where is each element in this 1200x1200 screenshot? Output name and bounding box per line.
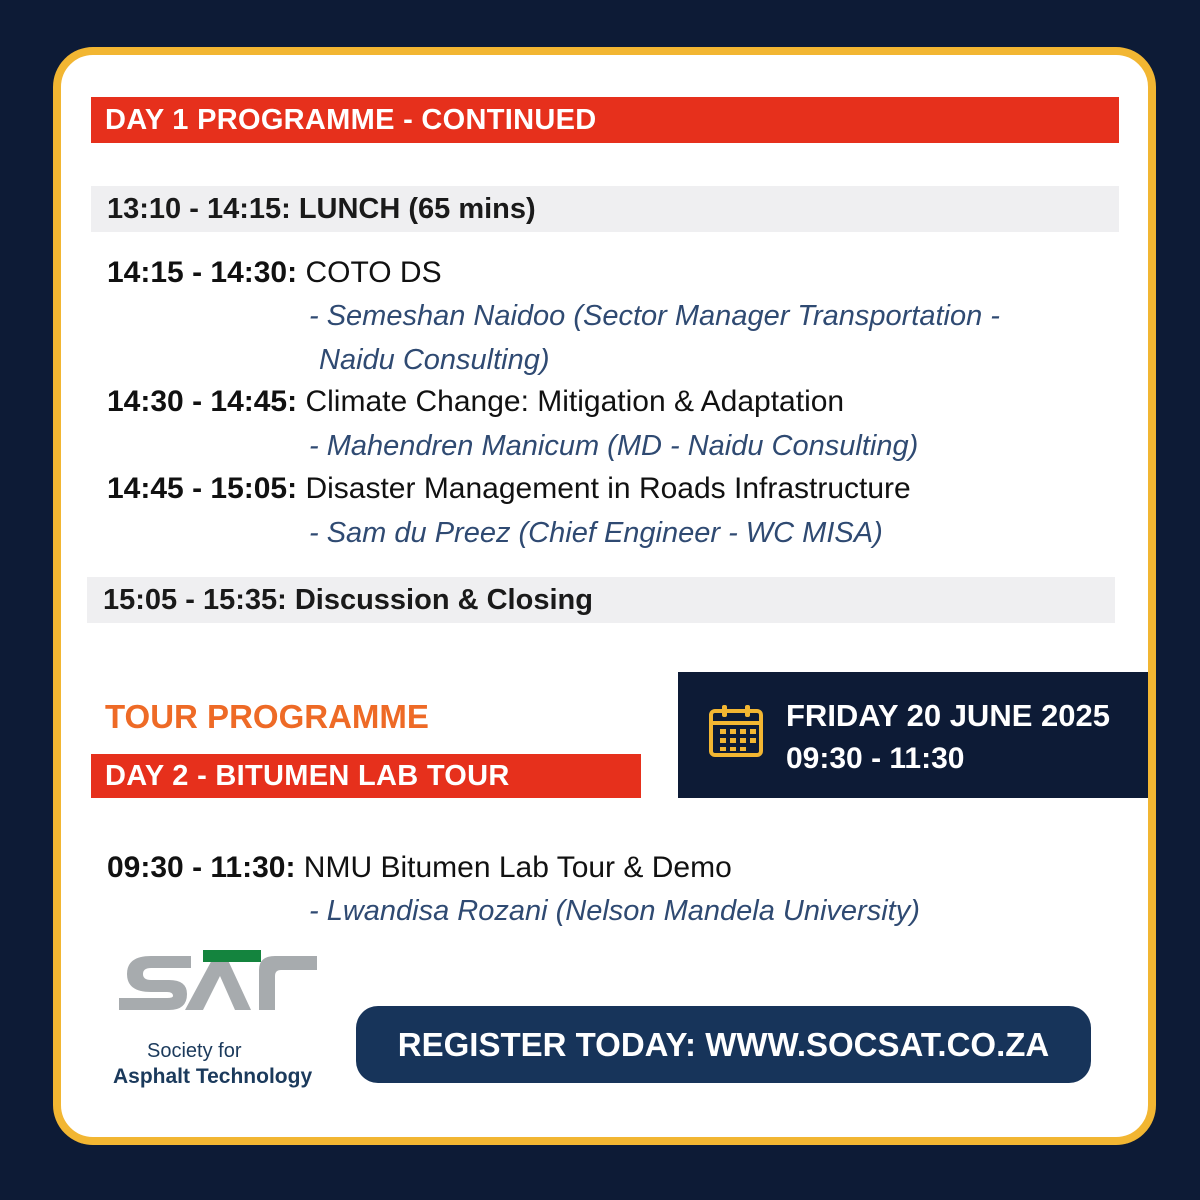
session-title: Climate Change: Mitigation & Adaptation bbox=[305, 385, 845, 418]
session-time: 14:45 - 15:05: bbox=[107, 472, 298, 505]
tour-heading: TOUR PROGRAMME bbox=[105, 698, 429, 735]
session-title: COTO DS bbox=[305, 256, 442, 289]
session-speaker: - Sam du Preez (Chief Engineer - WC MISA) bbox=[309, 517, 883, 549]
closing-row bbox=[87, 577, 1115, 623]
session-row bbox=[107, 380, 844, 424]
day1-heading bbox=[91, 97, 1119, 143]
tour-date: FRIDAY 20 JUNE 2025 bbox=[786, 698, 1110, 733]
register-text: REGISTER TODAY: WWW.SOCSAT.CO.ZA bbox=[397, 1025, 1050, 1063]
session-title: NMU Bitumen Lab Tour & Demo bbox=[303, 851, 732, 884]
lunch-row bbox=[91, 186, 1119, 232]
calendar-icon bbox=[708, 704, 764, 758]
tour-time-range: 09:30 - 11:30 bbox=[786, 742, 965, 775]
session-title: Disaster Management in Roads Infrastructure bbox=[305, 472, 911, 505]
day1-heading-text: DAY 1 PROGRAMME - CONTINUED bbox=[105, 103, 597, 136]
session-time: 14:30 - 14:45: bbox=[107, 385, 298, 418]
session-time: 09:30 - 11:30: bbox=[107, 851, 296, 884]
day2-heading-text: DAY 2 - BITUMEN LAB TOUR bbox=[105, 759, 510, 792]
day2-heading bbox=[91, 754, 641, 798]
register-button[interactable] bbox=[356, 1006, 1091, 1083]
sat-logo-icon bbox=[111, 950, 321, 1020]
session-speaker: - Mahendren Manicum (MD - Naidu Consulting) bbox=[309, 430, 919, 462]
session-row bbox=[107, 467, 911, 511]
session-speaker: - Semeshan Naidoo (Sector Manager Transportation - bbox=[309, 300, 1000, 332]
lunch-text: 13:10 - 14:15: LUNCH (65 mins) bbox=[107, 192, 536, 225]
session-time: 14:15 - 14:30: bbox=[107, 256, 298, 289]
date-box bbox=[678, 672, 1156, 798]
tour-session-speaker: - Lwandisa Rozani (Nelson Mandela University) bbox=[309, 895, 920, 927]
session-row bbox=[107, 251, 442, 295]
tour-session-row bbox=[107, 846, 732, 890]
closing-text: 15:05 - 15:35: Discussion & Closing bbox=[103, 583, 593, 616]
logo-text-line1: Society for bbox=[147, 1040, 242, 1062]
session-speaker-cont: Naidu Consulting) bbox=[319, 344, 550, 376]
logo-text-line2: Asphalt Technology bbox=[113, 1065, 313, 1088]
programme-card bbox=[53, 47, 1156, 1145]
